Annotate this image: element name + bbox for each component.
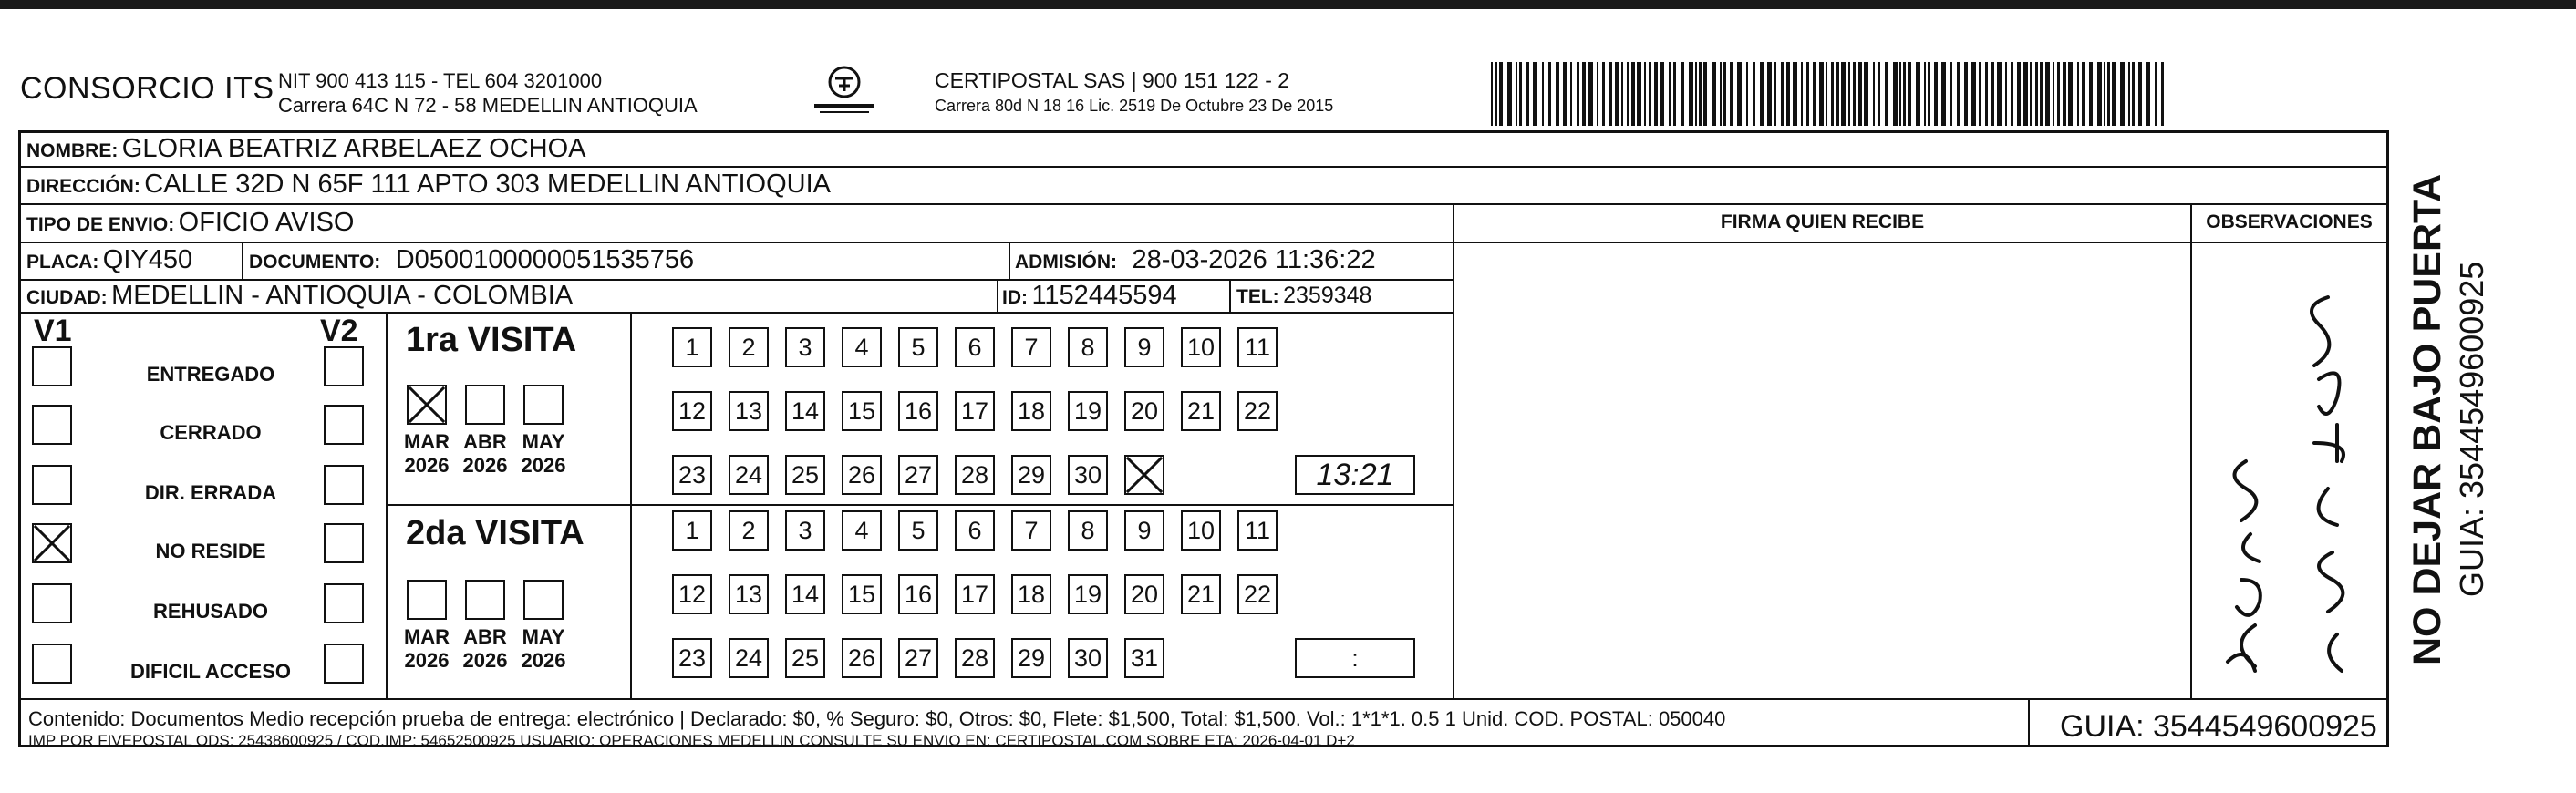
barcode-bar xyxy=(1774,62,1776,126)
barcode-bar xyxy=(2045,62,2050,126)
barcode-bar xyxy=(1654,62,1658,126)
day-box[interactable]: 28 xyxy=(955,455,995,495)
barcode-bar xyxy=(1934,62,1938,126)
barcode-bar xyxy=(1903,62,1906,126)
day-box[interactable]: 14 xyxy=(785,391,825,431)
day-box[interactable]: 13 xyxy=(729,574,769,614)
day-box[interactable]: 17 xyxy=(955,391,995,431)
barcode-bar xyxy=(1885,62,1888,126)
day-box[interactable]: 26 xyxy=(842,455,882,495)
barcode-bar xyxy=(1507,62,1512,126)
month-label xyxy=(397,430,457,478)
day-box[interactable]: 3 xyxy=(785,327,825,367)
v2-checkbox[interactable] xyxy=(324,405,364,445)
v2-checkbox[interactable] xyxy=(324,523,364,563)
day-box[interactable]: 9 xyxy=(1124,327,1164,367)
barcode-bar xyxy=(1781,62,1784,126)
barcode-bar xyxy=(1957,62,1960,126)
col-rule xyxy=(997,279,998,312)
delivery-form xyxy=(18,130,2389,747)
carrier-address: Carrera 80d N 18 16 Lic. 2519 De Octubre 23 De 2015 xyxy=(935,97,1334,115)
month-name: MAY xyxy=(522,625,565,648)
barcode-bar xyxy=(2011,62,2013,126)
barcode-bar xyxy=(1627,62,1629,126)
plate-label: PLACA: xyxy=(26,252,99,273)
day-box[interactable]: 22 xyxy=(1237,391,1278,431)
month-year: 2026 xyxy=(404,649,450,672)
admission-label: ADMISIÓN: xyxy=(1015,252,1117,273)
barcode-bar xyxy=(1609,62,1612,126)
barcode-bar xyxy=(1660,62,1664,126)
certipostal-logo-icon xyxy=(807,64,882,117)
plate-value: QIY450 xyxy=(102,245,193,274)
month-checkbox[interactable] xyxy=(465,580,505,620)
carrier-name: CERTIPOSTAL SAS | 900 151 122 - 2 xyxy=(935,68,1290,92)
sender-brand: CONSORCIO ITS xyxy=(20,71,274,106)
side-guia: GUIA: 3544549600925 xyxy=(2453,261,2490,597)
visit2-time-box[interactable] xyxy=(1295,638,1415,678)
barcode-bar xyxy=(2017,62,2021,126)
month-name: ABR xyxy=(463,430,507,453)
barcode-bar xyxy=(1737,62,1742,126)
month-checkbox[interactable] xyxy=(523,580,564,620)
day-box[interactable]: 20 xyxy=(1124,391,1164,431)
day-box[interactable]: 14 xyxy=(785,574,825,614)
id-field xyxy=(1002,281,1177,311)
tel-field xyxy=(1236,283,1371,309)
day-box[interactable]: 27 xyxy=(898,455,938,495)
barcode-bar xyxy=(1985,62,1988,126)
barcode-bar xyxy=(2104,62,2105,126)
sender-address: Carrera 64C N 72 - 58 MEDELLIN ANTIOQUIA xyxy=(278,94,698,117)
v1-checkbox[interactable] xyxy=(32,346,72,386)
v2-checkbox[interactable] xyxy=(324,346,364,386)
barcode-bar xyxy=(1793,62,1797,126)
name-label: NOMBRE: xyxy=(26,140,119,161)
day-box[interactable]: 12 xyxy=(672,574,712,614)
month-checkbox[interactable] xyxy=(523,385,564,425)
barcode-bar xyxy=(2120,62,2125,126)
barcode-bar xyxy=(1495,62,1497,126)
address-field xyxy=(26,170,831,200)
month-year: 2026 xyxy=(404,454,450,477)
day-box[interactable] xyxy=(1124,455,1164,495)
day-box[interactable]: 1 xyxy=(672,327,712,367)
carrier-info xyxy=(935,67,1333,118)
barcode-bar xyxy=(1979,62,1981,126)
admission-value: 28-03-2026 11:36:22 xyxy=(1132,245,1376,274)
month-name: ABR xyxy=(463,625,507,648)
barcode-bar xyxy=(1941,62,1946,126)
barcode-bar xyxy=(1499,62,1503,126)
barcode-bar xyxy=(2053,62,2054,126)
barcode-bar xyxy=(1964,62,1968,126)
day-box[interactable]: 12 xyxy=(672,391,712,431)
barcode-bar xyxy=(1602,62,1605,126)
barcode-bar xyxy=(2035,62,2038,126)
col-rule xyxy=(2028,698,2030,747)
barcode-bar xyxy=(2082,62,2085,126)
row-rule xyxy=(21,203,2386,205)
barcode-bar xyxy=(1720,62,1722,126)
visit-divider xyxy=(386,504,1454,506)
day-box[interactable]: 30 xyxy=(1068,455,1108,495)
barcode-bar xyxy=(1631,62,1635,126)
v1-checkbox[interactable] xyxy=(32,405,72,445)
day-box[interactable]: 22 xyxy=(1237,574,1278,614)
month-year: 2026 xyxy=(521,649,566,672)
barcode-bar xyxy=(2107,62,2110,126)
v1-checkbox[interactable] xyxy=(32,644,72,684)
barcode-bar xyxy=(2112,62,2116,126)
barcode-bar xyxy=(1548,62,1551,126)
document-label: DOCUMENTO: xyxy=(249,252,381,273)
barcode-bar xyxy=(2068,62,2073,126)
day-box[interactable]: 2 xyxy=(729,510,769,551)
day-box[interactable]: 17 xyxy=(955,574,995,614)
v2-checkbox[interactable] xyxy=(324,465,364,505)
day-box[interactable]: 25 xyxy=(785,638,825,678)
barcode-bar xyxy=(1908,62,1911,126)
barcode-bar xyxy=(1991,62,1994,126)
row-rule xyxy=(21,242,2386,243)
day-box[interactable]: 28 xyxy=(955,638,995,678)
day-box[interactable]: 24 xyxy=(729,455,769,495)
day-box[interactable]: 24 xyxy=(729,638,769,678)
day-box[interactable]: 9 xyxy=(1124,510,1164,551)
day-box[interactable]: 29 xyxy=(1011,455,1051,495)
visit1-time-box[interactable] xyxy=(1295,455,1415,495)
footer-print-info: IMP POR FIVEPOSTAL ODS: 25438600925 / COD.IMP: 54652500925 USUARIO: OPERACIONES MEDELLIN CONSULTE SU ENVIO EN: CERTIPOSTAL.COM SOBRE ETA: 2026-04-01 D+2 xyxy=(28,732,1355,749)
month-name: MAR xyxy=(403,625,450,648)
month-year: 2026 xyxy=(462,454,508,477)
barcode-bar xyxy=(1971,62,1976,126)
barcode-bar xyxy=(1767,62,1772,126)
barcode-bar xyxy=(1621,62,1623,126)
barcode-bar xyxy=(1950,62,1952,126)
barcode-bar xyxy=(1864,62,1868,126)
status-label: DIR. ERRADA xyxy=(144,481,277,504)
barcode-bar xyxy=(1826,62,1827,126)
barcode-bar xyxy=(1491,62,1493,126)
barcode-bar xyxy=(2057,62,2060,126)
tel-label: TEL: xyxy=(1236,286,1279,307)
sender-nit: NIT 900 413 115 - TEL 604 3201000 xyxy=(278,69,603,92)
col-rule xyxy=(242,242,243,279)
barcode-bar xyxy=(1928,62,1930,126)
month-label xyxy=(513,430,574,478)
month-label xyxy=(397,625,457,673)
v2-checkbox[interactable] xyxy=(324,644,364,684)
barcode-bar xyxy=(1673,62,1676,126)
barcode-bar xyxy=(2097,62,2102,126)
v2-checkbox[interactable] xyxy=(324,583,364,623)
address-label: DIRECCIÓN: xyxy=(26,176,140,197)
month-name: MAR xyxy=(403,430,450,453)
col-rule xyxy=(1229,279,1231,312)
barcode-bar xyxy=(2005,62,2007,126)
barcode-bar xyxy=(1570,62,1572,126)
address-value: CALLE 32D N 65F 111 APTO 303 MEDELLIN ANTIOQUIA xyxy=(144,170,832,199)
day-box[interactable]: 10 xyxy=(1181,327,1221,367)
side-warning: NO DEJAR BAJO PUERTA xyxy=(2405,173,2449,665)
day-box[interactable]: 31 xyxy=(1124,638,1164,678)
v1-checkbox[interactable] xyxy=(32,523,72,563)
day-box[interactable]: 15 xyxy=(842,391,882,431)
footer-content: Contenido: Documentos Medio recepción prueba de entrega: electrónico | Declarado: $0, % Seguro: $0, Otros: $0, Flete: $1,500, Total: $1,500. Vol.: 1*1*1. 0.5 1 Unid. COD. POSTAL: 050040 xyxy=(28,707,1726,730)
month-checkbox[interactable] xyxy=(407,580,447,620)
barcode-bar xyxy=(1681,62,1684,126)
barcode-bar xyxy=(1893,62,1898,126)
barcode-bar xyxy=(1819,62,1824,126)
barcode-bar xyxy=(1916,62,1920,126)
barcode-bar xyxy=(1615,62,1619,126)
barcode-bar xyxy=(1878,62,1880,126)
day-box[interactable]: 6 xyxy=(955,327,995,367)
id-label: ID: xyxy=(1002,287,1028,308)
barcode-bar xyxy=(2155,62,2157,126)
barcode-bar xyxy=(2128,62,2130,126)
day-box[interactable]: 3 xyxy=(785,510,825,551)
footer-guia: GUIA: 3544549600925 xyxy=(2060,709,2377,744)
barcode-bar xyxy=(1760,62,1764,126)
row-rule xyxy=(21,312,1454,314)
visit2-title: 2da VISITA xyxy=(406,514,585,552)
col-rule xyxy=(386,312,388,698)
status-label: DIFICIL ACCESO xyxy=(129,660,291,683)
barcode-bar xyxy=(2023,62,2028,126)
day-box[interactable]: 7 xyxy=(1011,510,1051,551)
month-checkbox[interactable] xyxy=(407,385,447,425)
barcode-bar xyxy=(2132,62,2135,126)
day-box[interactable]: 7 xyxy=(1011,327,1051,367)
day-box[interactable]: 13 xyxy=(729,391,769,431)
day-box[interactable]: 19 xyxy=(1068,574,1108,614)
visit2-time: : xyxy=(1351,644,1359,672)
month-label xyxy=(455,625,515,673)
barcode-bar xyxy=(1695,62,1697,126)
barcode-bar xyxy=(1712,62,1716,126)
barcode-bar xyxy=(1597,62,1598,126)
barcode-bar xyxy=(1813,62,1816,126)
day-box[interactable]: 10 xyxy=(1181,510,1221,551)
status-label: CERRADO xyxy=(160,421,262,444)
city-label: CIUDAD: xyxy=(26,287,108,308)
day-box[interactable]: 5 xyxy=(898,327,938,367)
day-box[interactable]: 16 xyxy=(898,391,938,431)
barcode-bar xyxy=(1516,62,1517,126)
barcode-bar xyxy=(1997,62,2002,126)
col-rule xyxy=(1453,203,1454,698)
observations-header: OBSERVACIONES xyxy=(2206,211,2373,232)
city-value: MEDELLIN - ANTIOQUIA - COLOMBIA xyxy=(111,281,574,310)
barcode-bar xyxy=(1853,62,1856,126)
barcode-bar xyxy=(1556,62,1559,126)
month-year: 2026 xyxy=(521,454,566,477)
day-box[interactable]: 23 xyxy=(672,455,712,495)
day-box[interactable]: 29 xyxy=(1011,638,1051,678)
barcode-bar xyxy=(2030,62,2032,126)
barcode-bar xyxy=(1924,62,1926,126)
barcode-bar xyxy=(1689,62,1693,126)
barcode-bar xyxy=(1730,62,1733,126)
name-field xyxy=(26,134,586,164)
day-box[interactable]: 18 xyxy=(1011,574,1051,614)
day-box[interactable]: 18 xyxy=(1011,391,1051,431)
day-box[interactable]: 25 xyxy=(785,455,825,495)
day-box[interactable]: 21 xyxy=(1181,391,1221,431)
type-label: TIPO DE ENVIO: xyxy=(26,214,175,235)
barcode-bar xyxy=(1563,62,1567,126)
day-box[interactable]: 8 xyxy=(1068,510,1108,551)
barcode-bar xyxy=(2077,62,2079,126)
document-value: D0500100000051535756 xyxy=(395,245,695,274)
barcode-bar xyxy=(1806,62,1809,126)
month-name: MAY xyxy=(522,430,565,453)
col-rule xyxy=(1009,242,1010,279)
col-rule xyxy=(630,312,632,698)
day-box[interactable]: 2 xyxy=(729,327,769,367)
plate-field xyxy=(26,245,192,275)
top-edge-rule xyxy=(0,0,2576,9)
barcode-bar xyxy=(1753,62,1755,126)
day-box[interactable]: 5 xyxy=(898,510,938,551)
v1-checkbox[interactable] xyxy=(32,465,72,505)
barcode-bar xyxy=(2063,62,2066,126)
day-box[interactable]: 19 xyxy=(1068,391,1108,431)
barcode-bar xyxy=(2161,62,2164,126)
day-box[interactable]: 30 xyxy=(1068,638,1108,678)
day-box[interactable]: 6 xyxy=(955,510,995,551)
day-box[interactable]: 21 xyxy=(1181,574,1221,614)
day-box[interactable]: 16 xyxy=(898,574,938,614)
day-box[interactable]: 1 xyxy=(672,510,712,551)
day-box[interactable]: 11 xyxy=(1237,327,1278,367)
barcode-bar xyxy=(1542,62,1544,126)
day-box[interactable]: 15 xyxy=(842,574,882,614)
tel-value: 2359348 xyxy=(1283,283,1372,308)
barcode-bar xyxy=(1873,62,1875,126)
barcode-bar xyxy=(2146,62,2150,126)
barcode-bar xyxy=(1519,62,1522,126)
barcode-bar xyxy=(1582,62,1586,126)
barcode-bar xyxy=(1841,62,1846,126)
barcode-bar xyxy=(1899,62,1901,126)
status-label: REHUSADO xyxy=(153,600,268,623)
barcode-bar xyxy=(1644,62,1646,126)
barcode-bar xyxy=(1858,62,1862,126)
v1-header: V1 xyxy=(34,314,72,348)
footer-rule xyxy=(21,698,2386,700)
sender-info xyxy=(278,68,698,118)
day-box[interactable]: 11 xyxy=(1237,510,1278,551)
barcode-bar xyxy=(1669,62,1671,126)
barcode-bar xyxy=(1526,62,1529,126)
barcode xyxy=(1491,62,2166,126)
barcode-bar xyxy=(1746,62,1748,126)
barcode-bar xyxy=(1649,62,1651,126)
month-checkbox[interactable] xyxy=(465,385,505,425)
day-box[interactable]: 26 xyxy=(842,638,882,678)
day-box[interactable]: 4 xyxy=(842,510,882,551)
day-box[interactable]: 8 xyxy=(1068,327,1108,367)
barcode-bar xyxy=(1848,62,1850,126)
month-label xyxy=(455,430,515,478)
month-label xyxy=(513,625,574,673)
barcode-bar xyxy=(1577,62,1579,126)
visit1-title: 1ra VISITA xyxy=(406,321,577,359)
v2-header: V2 xyxy=(320,314,358,348)
barcode-bar xyxy=(1801,62,1803,126)
barcode-bar xyxy=(1699,62,1702,126)
admission-field xyxy=(1015,245,1376,275)
barcode-bar xyxy=(1703,62,1707,126)
day-box[interactable]: 27 xyxy=(898,638,938,678)
id-value: 1152445594 xyxy=(1031,281,1177,310)
day-box[interactable]: 23 xyxy=(672,638,712,678)
v1-checkbox[interactable] xyxy=(32,583,72,623)
barcode-bar xyxy=(2089,62,2093,126)
col-rule xyxy=(2190,203,2192,698)
barcode-bar xyxy=(1637,62,1641,126)
type-value: OFICIO AVISO xyxy=(178,208,355,237)
barcode-bar xyxy=(1836,62,1839,126)
visit1-time: 13:21 xyxy=(1316,458,1394,492)
observation-handwriting-icon xyxy=(2200,279,2383,689)
barcode-bar xyxy=(1588,62,1593,126)
barcode-bar xyxy=(1831,62,1834,126)
barcode-bar xyxy=(2138,62,2142,126)
signature-header: FIRMA QUIEN RECIBE xyxy=(1720,211,1925,232)
day-box[interactable]: 20 xyxy=(1124,574,1164,614)
name-value: GLORIA BEATRIZ ARBELAEZ OCHOA xyxy=(121,134,586,163)
barcode-bar xyxy=(1723,62,1726,126)
status-label: NO RESIDE xyxy=(155,540,266,562)
barcode-bar xyxy=(1533,62,1537,126)
day-box[interactable]: 4 xyxy=(842,327,882,367)
row-rule xyxy=(21,166,2386,168)
city-field xyxy=(26,281,573,311)
status-label: ENTREGADO xyxy=(146,363,275,386)
document-field xyxy=(249,245,694,275)
type-field xyxy=(26,208,354,238)
barcode-bar xyxy=(2040,62,2043,126)
barcode-bar xyxy=(1786,62,1790,126)
month-year: 2026 xyxy=(462,649,508,672)
